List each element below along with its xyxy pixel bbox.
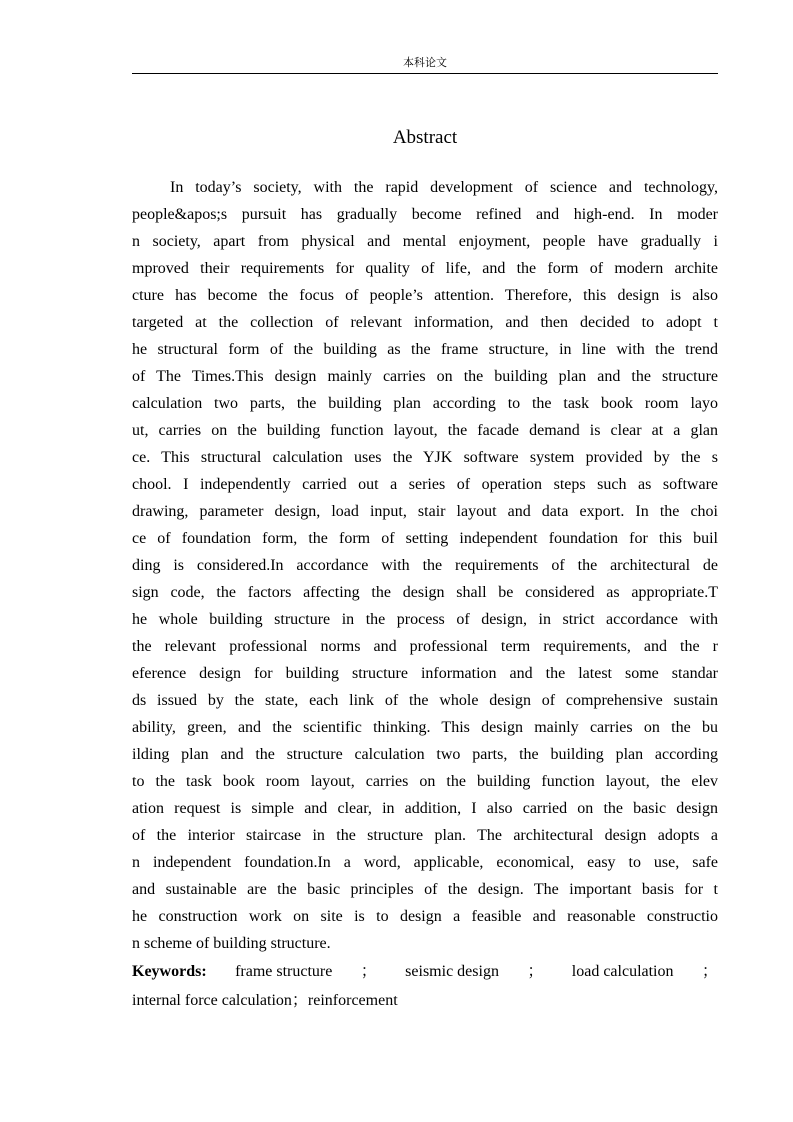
abstract-line: ability, green, and the scientific thinking. This design mainly carries on the bu <box>132 719 718 736</box>
keywords-label: Keywords: <box>132 963 207 980</box>
keywords-continuation: internal force calculation；reinforcement <box>132 992 398 1009</box>
abstract-line: ilding plan and the structure calculation two parts, the building plan according <box>132 746 718 763</box>
abstract-line: people&apos;s pursuit has gradually become refined and high-end. In moder <box>132 206 718 223</box>
abstract-line: n society, apart from physical and mental enjoyment, people have gradually i <box>132 233 718 250</box>
abstract-line: ut, carries on the building function layout, the facade demand is clear at a glan <box>132 422 718 439</box>
abstract-line: cture has become the focus of people’s attention. Therefore, this design is also <box>132 287 718 304</box>
keywords-line <box>132 957 718 986</box>
abstract-body <box>132 174 718 1015</box>
abstract-line: of The Times.This design mainly carries on the building plan and the structure <box>132 368 718 385</box>
keyword: seismic design <box>405 963 499 980</box>
abstract-line: ation request is simple and clear, in addition, I also carried on the basic design <box>132 800 718 817</box>
abstract-line: ce. This structural calculation uses the YJK software system provided by the s <box>132 449 718 466</box>
abstract-line: he construction work on site is to design a feasible and reasonable constructio <box>132 908 718 925</box>
abstract-title: Abstract <box>392 127 458 148</box>
abstract-line: In today’s society, with the rapid development of science and technology, <box>170 179 718 196</box>
abstract-line: he whole building structure in the process of design, in strict accordance with <box>132 611 718 628</box>
keyword-separator: ； <box>527 963 544 980</box>
keyword-separator: ； <box>701 963 718 980</box>
running-header: 本科论文 <box>403 56 447 69</box>
keyword: frame structure <box>235 963 333 980</box>
abstract-line: ding is considered.In accordance with the requirements of the architectural de <box>132 557 718 574</box>
abstract-line: drawing, parameter design, load input, stair layout and data export. In the choi <box>132 503 718 520</box>
header-rule <box>132 73 718 74</box>
keyword: load calculation <box>571 963 674 980</box>
abstract-line: he structural form of the building as the frame structure, in line with the trend <box>132 341 718 358</box>
abstract-line: the relevant professional norms and professional term requirements, and the r <box>132 638 718 655</box>
keyword-separator: ； <box>360 963 377 980</box>
abstract-line: ce of foundation form, the form of setting independent foundation for this buil <box>132 530 718 547</box>
abstract-line: targeted at the collection of relevant information, and then decided to adopt t <box>132 314 718 331</box>
abstract-line: n scheme of building structure. <box>132 935 331 952</box>
abstract-line: sign code, the factors affecting the design shall be considered as appropriate.T <box>132 584 718 601</box>
abstract-line: mproved their requirements for quality of life, and the form of modern archite <box>132 260 718 277</box>
abstract-line: n independent foundation.In a word, applicable, economical, easy to use, safe <box>132 854 718 871</box>
abstract-line: of the interior staircase in the structure plan. The architectural design adopts a <box>132 827 718 844</box>
abstract-line: to the task book room layout, carries on the building function layout, the elev <box>132 773 718 790</box>
abstract-line: ds issued by the state, each link of the whole design of comprehensive sustain <box>132 692 718 709</box>
abstract-line: and sustainable are the basic principles of the design. The important basis for t <box>132 881 718 898</box>
abstract-line: calculation two parts, the building plan according to the task book room layo <box>132 395 718 412</box>
abstract-line: chool. I independently carried out a series of operation steps such as software <box>132 476 718 493</box>
abstract-line: eference design for building structure information and the latest some standar <box>132 665 718 682</box>
